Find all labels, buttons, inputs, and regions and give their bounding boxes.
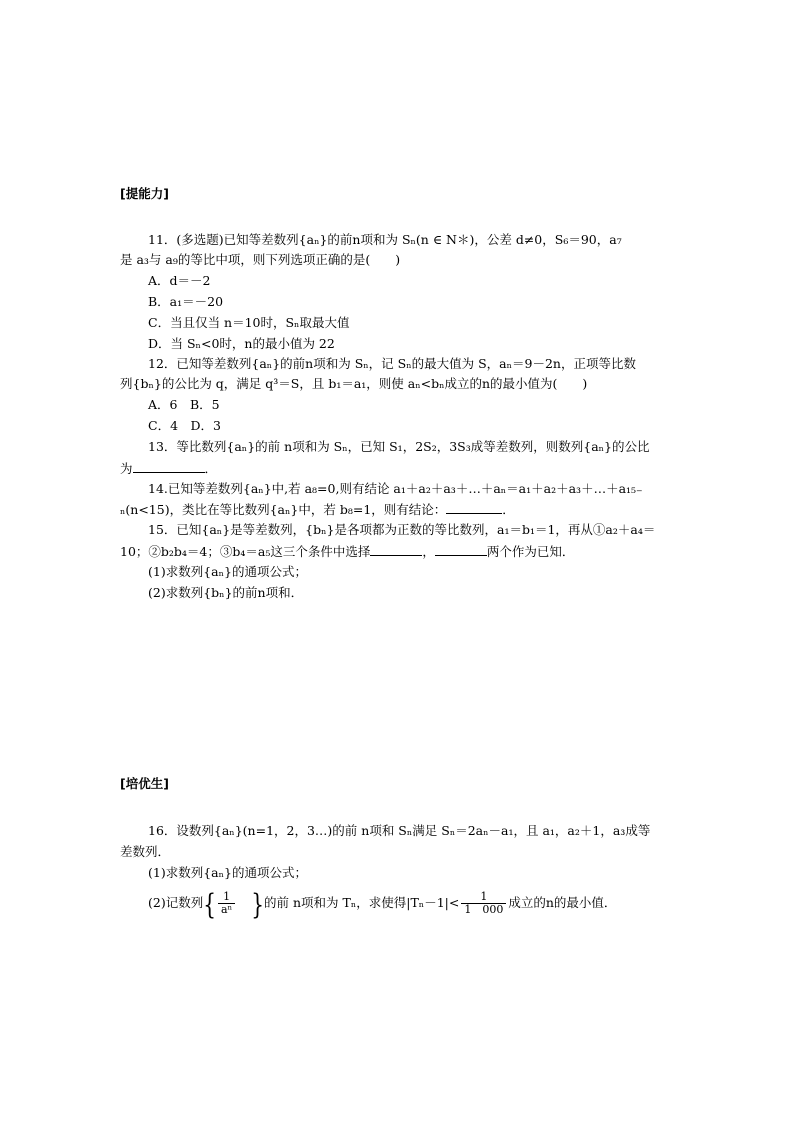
fraction-one-over-a-n: $\frac{1}{\text{aⁿ}}$ — [218, 891, 235, 916]
q11-line1: 11．(多选题)已知等差数列{aₙ}的前n项和为 Sₙ(n ∈ N＊)，公差 d≠0，S₆＝90，a₇ — [148, 232, 622, 247]
q15-line1: 15．已知{aₙ}是等差数列，{bₙ}是各项都为正数的等比数列，a₁＝b₁＝1，再从①a₂＋a₄＝ — [148, 522, 656, 537]
q12-line2: 列{bₙ}的公比为 q，满足 q³＝S，且 b₁＝a₁，则使 aₙ<bₙ成立的n的最小值为( ) — [120, 376, 588, 391]
q12-line1: 12．已知等差数列{aₙ}的前n项和为 Sₙ，记 Sₙ的最大值为 S，aₙ＝9－2n，正项等比数 — [148, 356, 636, 371]
right-brace: } — [251, 886, 265, 921]
left-brace: { — [203, 886, 216, 921]
q12-options-cd: C．4 D．3 — [148, 418, 221, 433]
q13-line2 — [120, 460, 217, 477]
answer-blank — [446, 501, 502, 514]
q15-line2 — [120, 543, 574, 560]
q16-line2: 差数列． — [120, 844, 171, 859]
q16-part2-end: 成立的n的最小值． — [508, 895, 617, 910]
q16-line1: 16．设数列{aₙ}(n=1，2，3…)的前 n项和 Sₙ满足 Sₙ＝2aₙ－a₁，且 a₁，a₂＋1，a₃成等 — [148, 823, 651, 838]
section-title-ability: [提能力] — [120, 186, 169, 201]
q11-option-d: D．当 Sₙ<0时，n的最小值为 22 — [148, 336, 335, 351]
q15-line2-text: 10；②b₂b₄＝4；③b₄＝a₅这三个条件中选择 — [120, 544, 371, 559]
section-title-advanced: [培优生] — [120, 776, 169, 791]
q13-line2-text: 为 — [120, 461, 133, 476]
q14-line2 — [120, 501, 515, 518]
q14-line2-end: ． — [502, 502, 515, 517]
q13-line1: 13．等比数列{aₙ}的前 n项和为 Sₙ，已知 S₁，2S₂，3S₃成等差数列，则数列{aₙ}的公比 — [148, 439, 650, 454]
q16-part2-lead: (2)记数列 — [148, 895, 204, 910]
answer-blank — [133, 460, 205, 473]
q12-options-ab: A．6 B．5 — [148, 397, 220, 412]
q15-line2-sep: ， — [422, 544, 435, 559]
q16-part1: (1)求数列{aₙ}的通项公式； — [148, 865, 307, 880]
q14-line1: 14.已知等差数列{aₙ}中,若 a₈=0,则有结论 a₁＋a₂＋a₃＋…＋aₙ＝a₁＋a₂＋a₃＋…＋a₁₅₋ — [148, 481, 643, 496]
q11-option-b: B．a₁＝－20 — [148, 294, 224, 309]
fraction-one-over-thousand: $\frac{1}{1 000}$ — [461, 891, 506, 916]
answer-blank — [435, 543, 487, 556]
q15-line2-end: 两个作为已知． — [486, 544, 575, 559]
q13-line2-end: ． — [204, 461, 218, 476]
q11-option-a: A．d＝－2 — [148, 273, 211, 288]
answer-blank — [370, 543, 422, 556]
q15-part1: (1)求数列{aₙ}的通项公式； — [148, 564, 307, 579]
q11-option-c: C．当且仅当 n＝10时，Sₙ取最大值 — [148, 315, 350, 330]
q15-part2: (2)求数列{bₙ}的前n项和． — [148, 585, 304, 600]
q16-part2 — [148, 886, 617, 921]
q16-part2-mid: 的前 n项和为 Tₙ，求使得|Tₙ－1|< — [264, 895, 460, 910]
q11-line2: 是 a₃与 a₉的等比中项，则下列选项正确的是( ) — [120, 252, 401, 267]
q14-line2-text: ₙ(n<15)，类比在等比数列{aₙ}中，若 b₈=1，则有结论： — [120, 502, 447, 517]
